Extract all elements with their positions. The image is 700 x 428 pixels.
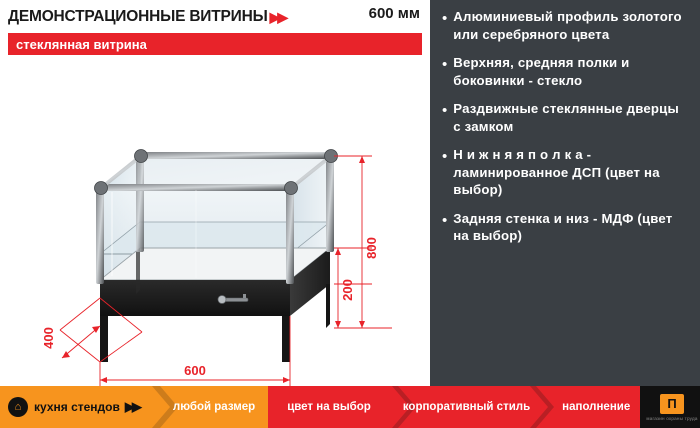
feature-text: Раздвижные стеклянные дверцы с замком xyxy=(453,101,679,134)
rail-back-top xyxy=(138,152,330,159)
feature-item xyxy=(442,54,690,89)
bottom-items xyxy=(0,386,644,428)
rail-front-top xyxy=(98,184,290,191)
dimension-400: 400 xyxy=(41,327,56,349)
post-front-left xyxy=(96,184,104,284)
bottom-item-label: любой размер xyxy=(172,401,256,413)
bullet-icon: • xyxy=(442,148,448,166)
bullet-icon: • xyxy=(442,56,448,74)
size-label: 600 мм xyxy=(368,5,420,22)
bottom-item-corporate-style[interactable] xyxy=(385,386,544,428)
post-back-right xyxy=(326,152,334,252)
corner-connector-bl xyxy=(135,150,148,163)
feature-item xyxy=(442,100,690,135)
base-front xyxy=(100,280,290,316)
logo-caption: магазин охраны труда xyxy=(646,415,698,421)
leg-front-left xyxy=(100,316,108,362)
feature-text: Алюминиевый профиль золотого или серебряного цвета xyxy=(453,9,682,42)
home-icon: ⌂ xyxy=(8,397,28,417)
bottom-item-label: цвет на выбор xyxy=(287,401,371,413)
post-front-right xyxy=(286,184,294,284)
title-arrows-icon: ▶▶ xyxy=(269,8,286,25)
brand-arrows-icon: ▶▶ xyxy=(124,399,139,414)
feature-text: Н и ж н я я п о л к а - ламинированное ДСП (цвет на выбор) xyxy=(453,147,660,198)
feature-item xyxy=(442,146,690,199)
dimension-800: 800 xyxy=(364,237,379,259)
dimension-600: 600 xyxy=(184,363,206,378)
bottom-bar xyxy=(0,386,700,428)
corner-connector-fl xyxy=(95,182,108,195)
page-title: ДЕМОНСТРАЦИОННЫЕ ВИТРИНЫ xyxy=(8,8,268,25)
feature-text: Задняя стенка и низ - МДФ (цвет на выбор) xyxy=(453,210,673,244)
base-top xyxy=(100,248,330,280)
bottom-item-filling[interactable] xyxy=(544,386,644,428)
bullet-icon: • xyxy=(442,211,448,229)
bullet-icon: • xyxy=(442,102,448,120)
dimension-200: 200 xyxy=(340,279,355,301)
bottom-item-any-size[interactable] xyxy=(157,386,269,428)
bullet-icon: • xyxy=(442,10,448,27)
corner-connector-fr xyxy=(285,182,298,195)
showcase-svg xyxy=(0,58,430,386)
post-back-left xyxy=(136,152,144,252)
company-logo[interactable] xyxy=(644,386,700,428)
brand-block[interactable] xyxy=(0,386,157,428)
bottom-item-label: наполнение xyxy=(562,401,631,413)
leg-back-right xyxy=(326,284,330,328)
leg-front-right xyxy=(282,316,290,362)
feature-item xyxy=(442,8,690,43)
product-drawing xyxy=(0,58,430,386)
logo-mark-icon: П xyxy=(660,394,684,414)
feature-item xyxy=(442,210,690,245)
header-title-bar xyxy=(8,4,422,30)
brand-label: кухня стендов xyxy=(34,400,120,414)
subtitle-bar xyxy=(8,33,422,55)
bottom-item-label: корпоративный стиль xyxy=(402,401,531,413)
feature-text: Верхняя, средняя полки и боковинки - стекло xyxy=(453,55,630,88)
subtitle-text: стеклянная витрина xyxy=(16,36,147,52)
bottom-item-color-choice[interactable] xyxy=(269,386,385,428)
leg-back-left xyxy=(136,248,140,294)
features-panel xyxy=(430,0,700,386)
